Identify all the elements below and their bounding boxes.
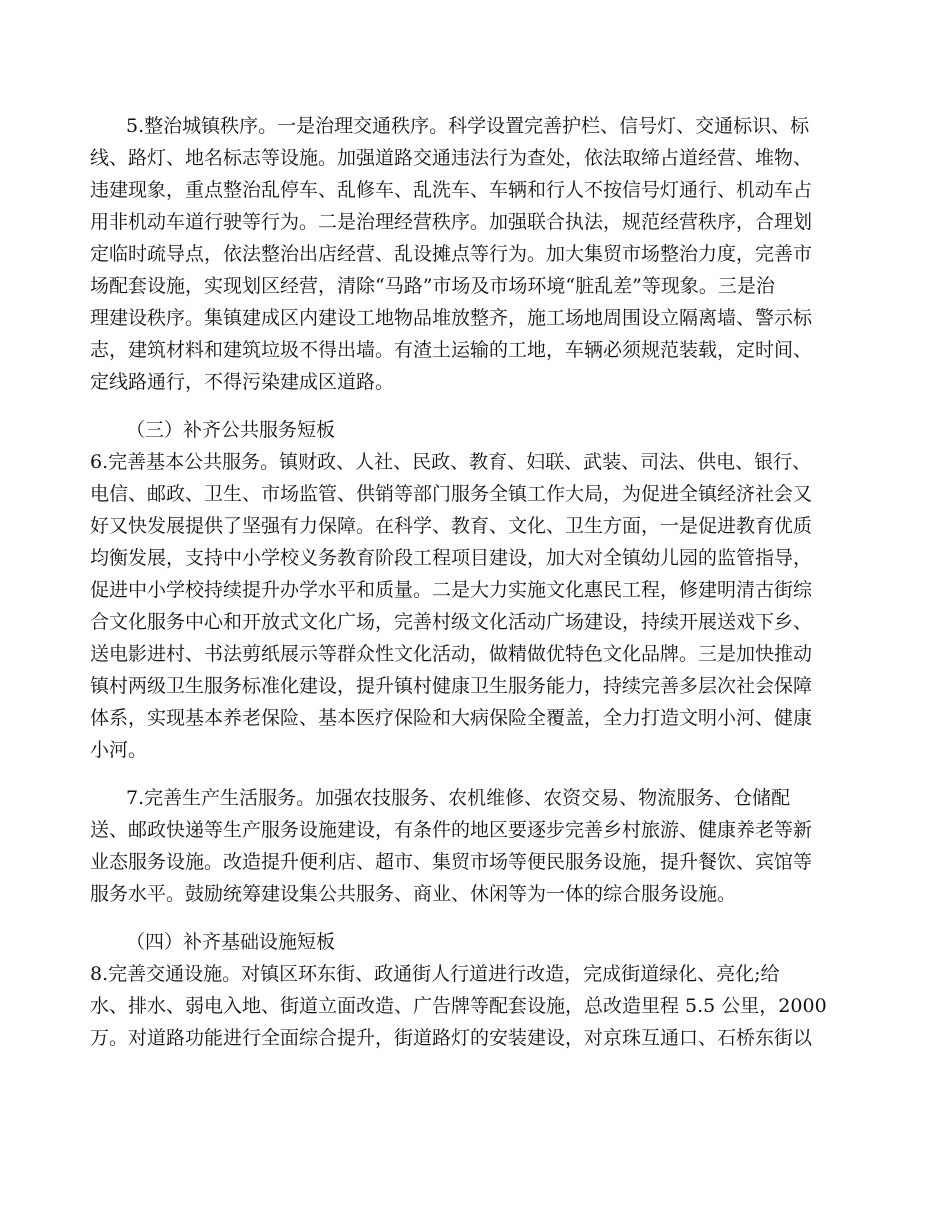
text-line: 好又快发展提供了坚强有力保障。在科学、教育、文化、卫生方面，一是促进教育优质 bbox=[90, 515, 813, 537]
section-heading-public-services bbox=[90, 414, 860, 446]
text-line: 定线路通行，不得污染建成区道路。 bbox=[90, 371, 395, 393]
text-line: 业态服务设施。改造提升便利店、超市、集贸市场等便民服务设施，提升餐饮、宾馆等 bbox=[90, 851, 813, 873]
text-line: 促进中小学校持续提升办学水平和质量。二是大力实施文化惠民工程，修建明清古街综 bbox=[90, 579, 813, 601]
text-line: 服务水平。鼓励统筹建设集公共服务、商业、休闲等为一体的综合服务设施。 bbox=[90, 883, 737, 905]
text-line: 送、邮政快递等生产服务设施建设，有条件的地区要逐步完善乡村旅游、健康养老等新 bbox=[90, 819, 813, 841]
text-line: 均衡发展，支持中小学校义务教育阶段工程项目建设，加大对全镇幼儿园的监管指导， bbox=[90, 547, 813, 569]
text-line: 志，建筑材料和建筑垃圾不得出墙。有渣土运输的工地，车辆必须规范装载，定时间、 bbox=[90, 339, 813, 361]
heading-text: （三）补齐公共服务短板 bbox=[126, 419, 336, 441]
text-line: 小河。 bbox=[90, 739, 148, 761]
text-line: 定临时疏导点，依法整治出店经营、乱设摊点等行为。加大集贸市场整治力度，完善市 bbox=[90, 243, 813, 265]
text-line: 万。对道路功能进行全面综合提升，街道路灯的安装建设，对京珠互通口、石桥东街以 bbox=[90, 1027, 813, 1049]
text-line: 6.完善基本公共服务。镇财政、人社、民政、教育、妇联、武装、司法、供电、银行、 bbox=[90, 451, 812, 473]
paragraph-5-urban-order bbox=[90, 110, 860, 398]
text-line: 7.完善生产生活服务。加强农技服务、农机维修、农资交易、物流服务、仓储配 bbox=[126, 787, 791, 809]
paragraph-6-basic-public-services bbox=[90, 446, 860, 766]
text-line: 送电影进村、书法剪纸展示等群众性文化活动，做精做优特色文化品牌。三是加快推动 bbox=[90, 643, 813, 665]
text-line: 8.完善交通设施。对镇区环东街、政通街人行道进行改造，完成街道绿化、亮化;给 bbox=[90, 963, 780, 985]
text-line: 体系，实现基本养老保险、基本医疗保险和大病保险全覆盖，全力打造文明小河、健康 bbox=[90, 707, 813, 729]
text-line: 5.整治城镇秩序。一是治理交通秩序。科学设置完善护栏、信号灯、交通标识、标 bbox=[126, 115, 810, 137]
text-line: 线、路灯、地名标志等设施。加强道路交通违法行为查处，依法取缔占道经营、堆物、 bbox=[90, 147, 813, 169]
document-page bbox=[90, 110, 860, 1070]
text-line: 水、排水、弱电入地、街道立面改造、广告牌等配套设施，总改造里程 5.5 公里，2000 bbox=[90, 995, 827, 1017]
text-line: 场配套设施，实现划区经营，清除“马路”市场及市场环境“脏乱差”等现象。三是治 bbox=[90, 275, 775, 297]
paragraph-7-production-life-services bbox=[90, 782, 860, 910]
text-line: 违建现象，重点整治乱停车、乱修车、乱洗车、车辆和行人不按信号灯通行、机动车占 bbox=[90, 179, 813, 201]
text-line: 电信、邮政、卫生、市场监管、供销等部门服务全镇工作大局，为促进全镇经济社会又 bbox=[90, 483, 813, 505]
text-line: 用非机动车道行驶等行为。二是治理经营秩序。加强联合执法，规范经营秩序，合理划 bbox=[90, 211, 813, 233]
text-line: 合文化服务中心和开放式文化广场，完善村级文化活动广场建设，持续开展送戏下乡、 bbox=[90, 611, 813, 633]
text-line: 理建设秩序。集镇建成区内建设工地物品堆放整齐，施工场地周围设立隔离墙、警示标 bbox=[90, 307, 813, 329]
paragraph-8-transport-facilities bbox=[90, 958, 860, 1054]
heading-text: （四）补齐基础设施短板 bbox=[126, 931, 336, 953]
text-line: 镇村两级卫生服务标准化建设，提升镇村健康卫生服务能力，持续完善多层次社会保障 bbox=[90, 675, 813, 697]
section-heading-infrastructure bbox=[90, 926, 860, 958]
